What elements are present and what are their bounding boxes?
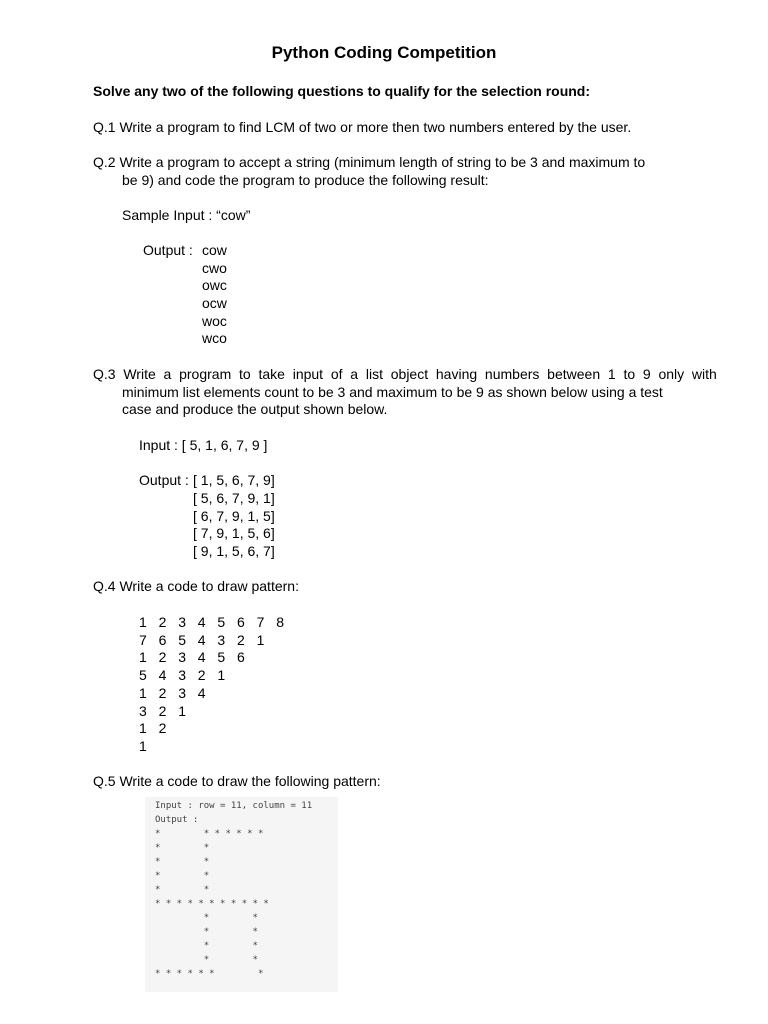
code-line: * * bbox=[155, 913, 258, 923]
pattern-number: 3 bbox=[178, 649, 186, 666]
pattern-number: 6 bbox=[158, 631, 167, 648]
pattern-number: 3 bbox=[139, 702, 147, 719]
page-title: Python Coding Competition bbox=[271, 43, 497, 62]
code-line: * * * * * * * bbox=[155, 969, 264, 979]
pattern-number: 2 bbox=[158, 702, 167, 719]
pattern-number: 3 bbox=[178, 684, 186, 701]
pattern-number: 8 bbox=[276, 614, 284, 630]
question-2-output-line: wco bbox=[202, 330, 227, 346]
question-3-output-line: [ 7, 9, 1, 5, 6] bbox=[193, 525, 275, 541]
pattern-number: 3 bbox=[217, 631, 226, 648]
question-2-output-label: Output : bbox=[143, 242, 193, 258]
question-2-output-line: cwo bbox=[202, 260, 227, 276]
pattern-number: 1 bbox=[256, 631, 265, 648]
pattern-number: 1 bbox=[139, 684, 147, 701]
pattern-number: 4 bbox=[197, 614, 206, 630]
question-2-line-1: Q.2 Write a program to accept a string (minimum length of string to be 3 and maximum to bbox=[93, 154, 646, 170]
pattern-number: 4 bbox=[197, 631, 206, 648]
pattern-number: 2 bbox=[237, 631, 245, 648]
pattern-number: 6 bbox=[237, 649, 245, 666]
pattern-number: 5 bbox=[139, 667, 147, 684]
pattern-number: 7 bbox=[256, 614, 265, 630]
question-3-output-label: Output : bbox=[139, 472, 189, 488]
question-2-output-line: owc bbox=[202, 277, 227, 293]
pattern-number: 1 bbox=[139, 614, 147, 630]
pattern-number: 6 bbox=[237, 614, 245, 630]
pattern-number: 1 bbox=[139, 649, 147, 666]
question-2-output-line: ocw bbox=[202, 295, 227, 311]
code-line: * * * * * * * * * * * bbox=[155, 899, 269, 909]
pattern-number: 2 bbox=[158, 720, 167, 737]
pattern-number: 2 bbox=[197, 667, 206, 684]
pattern-number: 5 bbox=[217, 614, 226, 630]
pattern-number: 3 bbox=[178, 614, 186, 630]
code-line: * * bbox=[155, 955, 258, 965]
pattern-number: 4 bbox=[197, 684, 206, 701]
pattern-number: 5 bbox=[217, 649, 226, 666]
code-line: * * bbox=[155, 871, 210, 881]
question-1: Q.1 Write a program to find LCM of two or more then two numbers entered by the user. bbox=[93, 119, 632, 135]
code-output-image bbox=[145, 797, 338, 992]
pattern-number: 5 bbox=[178, 631, 186, 648]
question-2-output-line: cow bbox=[202, 242, 227, 258]
pattern-number: 1 bbox=[178, 702, 186, 719]
question-3-output-line: [ 9, 1, 5, 6, 7] bbox=[193, 543, 275, 559]
question-2-output-line: woc bbox=[202, 313, 227, 329]
question-3-output-line: [ 6, 7, 9, 1, 5] bbox=[193, 508, 275, 524]
code-line: Output : bbox=[155, 815, 199, 825]
question-3-line-1: Q.3 Write a program to take input of a list object having numbers between 1 to 9 only with bbox=[93, 366, 717, 382]
pattern-number: 7 bbox=[139, 631, 147, 648]
pattern-number: 1 bbox=[139, 720, 147, 737]
question-3-output-line: [ 5, 6, 7, 9, 1] bbox=[193, 490, 275, 506]
pattern-number: 1 bbox=[139, 737, 147, 754]
instruction-text: Solve any two of the following questions to qualify for the selection round: bbox=[93, 83, 591, 99]
code-line: * * bbox=[155, 857, 210, 867]
pattern-number: 2 bbox=[158, 614, 167, 630]
pattern-number: 2 bbox=[158, 684, 167, 701]
question-3-output-line: [ 1, 5, 6, 7, 9] bbox=[193, 472, 275, 488]
code-line: * * * * * * * bbox=[155, 829, 264, 839]
question-2-line-2: be 9) and code the program to produce the following result: bbox=[122, 172, 489, 188]
code-line: * * bbox=[155, 927, 258, 937]
code-line: * * bbox=[155, 885, 210, 895]
question-4: Q.4 Write a code to draw pattern: bbox=[93, 578, 299, 594]
question-2-sample-input: Sample Input : “cow” bbox=[122, 207, 251, 223]
pattern-number: 4 bbox=[158, 667, 167, 684]
pattern-number: 3 bbox=[178, 667, 186, 684]
question-3-input: Input : [ 5, 1, 6, 7, 9 ] bbox=[139, 437, 268, 453]
question-5: Q.5 Write a code to draw the following pattern: bbox=[93, 773, 381, 789]
question-3-line-3: case and produce the output shown below. bbox=[122, 401, 388, 417]
code-line: Input : row = 11, column = 11 bbox=[155, 801, 313, 811]
pattern-number: 1 bbox=[217, 667, 226, 684]
question-3-line-2: minimum list elements count to be 3 and maximum to be 9 as shown below using a test bbox=[122, 384, 663, 400]
pattern-number: 2 bbox=[158, 649, 167, 666]
pattern-number: 4 bbox=[197, 649, 206, 666]
code-line: * * bbox=[155, 941, 258, 951]
code-line: * * bbox=[155, 843, 210, 853]
